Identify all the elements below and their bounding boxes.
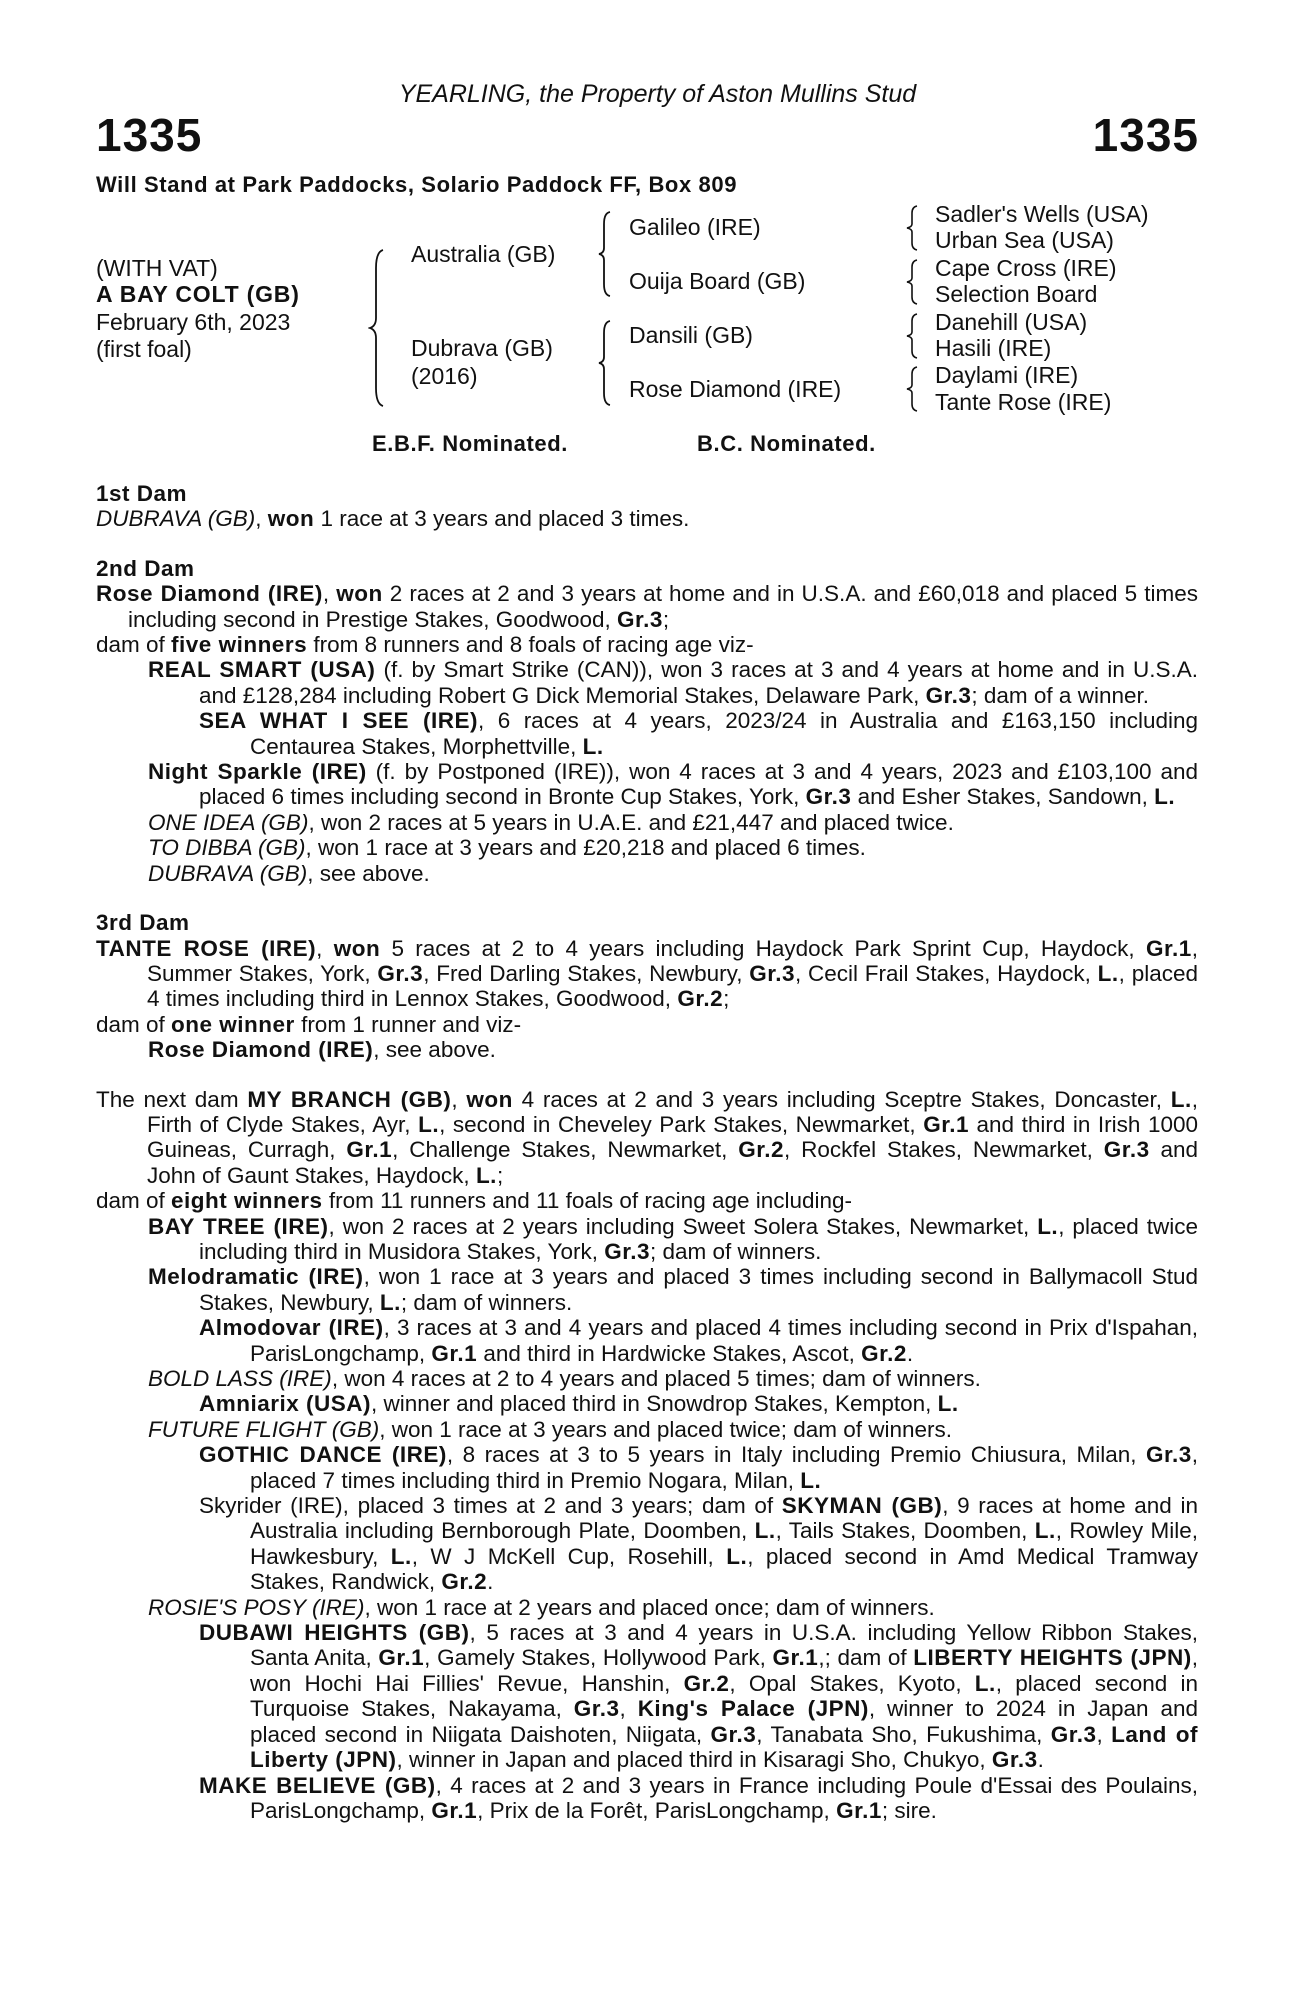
bold-text: L. — [937, 1391, 959, 1417]
bold-text: one winner — [171, 1011, 295, 1037]
bold-text: Gr.2 — [683, 1670, 730, 1696]
bold-text: REAL SMART (USA) — [148, 657, 376, 683]
italic-text: DUBRAVA (GB) — [96, 506, 256, 532]
bold-text: Gr.2 — [677, 986, 724, 1012]
text: from 1 runner and viz- — [294, 1011, 522, 1037]
pedigree-entry — [96, 1214, 1198, 1265]
bold-text: Gr.3 — [1145, 1442, 1192, 1468]
text: 4 races at 2 and 3 years including Sceptre Stakes, Doncaster, — [512, 1086, 1171, 1112]
text: , 3 races at 3 and 4 years and placed 4 times including second in Prix d'Ispahan, ParisLongchamp, — [250, 1315, 1199, 1366]
bold-text: L. — [1037, 1213, 1059, 1239]
text: , — [1096, 1721, 1112, 1747]
catalogue-header: YEARLING, the Property of Aston Mullins Stud — [398, 80, 917, 108]
text: , second in Cheveley Park Stakes, Newmarket, — [439, 1111, 924, 1137]
italic-text: BOLD LASS (IRE) — [148, 1366, 332, 1391]
pedigree-entry — [96, 1417, 1198, 1442]
bold-text: Gr.1 — [431, 1340, 478, 1366]
italic-text: TO DIBBA (GB) — [148, 835, 306, 861]
pedigree-entry — [96, 835, 1198, 860]
bold-text: L. — [475, 1162, 497, 1188]
text: from 8 runners and 8 foals of racing age viz- — [307, 632, 754, 658]
pedigree-gen3-name: Urban Sea (USA) — [935, 227, 1114, 253]
bold-text: L. — [1170, 1086, 1192, 1112]
text: , — [255, 506, 268, 532]
bold-text: Gr.3 — [991, 1747, 1038, 1773]
bold-text: Melodramatic (IRE) — [148, 1264, 364, 1290]
text: , Rowley Mile, Hawkesbury, — [250, 1518, 1198, 1569]
pedigree-gen3-name: Sadler's Wells (USA) — [935, 201, 1149, 227]
text: , placed second in Amd Medical Tramway Stakes, Randwick, — [250, 1543, 1198, 1595]
text: , won 2 races at 2 years including Sweet Solera Stakes, Newmarket, — [328, 1213, 1038, 1239]
pedigree-entry — [96, 936, 1198, 1012]
bold-text: Gr.2 — [441, 1569, 488, 1595]
pedigree-entry — [96, 1442, 1198, 1493]
sire-sire: Galileo (IRE) — [629, 214, 761, 240]
text: dam of — [96, 1188, 172, 1214]
italic-text: FUTURE FLIGHT (GB) — [148, 1416, 380, 1442]
foaling-date: February 6th, 2023 — [96, 309, 291, 335]
text: , Tanabata Sho, Fukushima, — [756, 1721, 1051, 1747]
bold-text: Gr.1 — [836, 1797, 882, 1823]
text: and Esher Stakes, Sandown, — [851, 784, 1155, 810]
ebf-nomination: E.B.F. Nominated. — [372, 431, 568, 456]
text: , Cecil Frail Stakes, Haydock, — [795, 960, 1098, 986]
bold-text: Gr.3 — [377, 960, 424, 986]
pedigree-brace-small — [905, 366, 919, 412]
bold-text: MAKE BELIEVE (GB) — [199, 1772, 436, 1798]
bold-text: Gr.1 — [346, 1137, 393, 1163]
pedigree-brace-main — [368, 248, 388, 408]
text: from 11 runners and 11 foals of racing age including- — [322, 1188, 853, 1214]
bold-text: Gr.1 — [378, 1645, 425, 1671]
bold-text: Gr.3 — [749, 960, 795, 986]
bold-text: L. — [800, 1467, 822, 1493]
text: , see above. — [373, 1037, 496, 1063]
bold-text: L. — [582, 733, 604, 759]
text: dam of — [96, 632, 172, 658]
bold-text: L. — [754, 1518, 776, 1544]
pedigree-entry — [96, 1366, 1198, 1391]
text: and John of Gaunt Stakes, Haydock, — [147, 1137, 1198, 1188]
text: , see above. — [307, 860, 430, 886]
bold-text: Gr.1 — [1145, 935, 1192, 961]
text: Skyrider (IRE), placed 3 times at 2 and 3 years; dam of — [199, 1493, 782, 1519]
text: , — [322, 581, 337, 607]
bold-text: King's Palace (JPN) — [637, 1696, 869, 1722]
text: 1 race at 3 years and placed 3 times. — [314, 506, 690, 532]
bc-nomination: B.C. Nominated. — [697, 431, 876, 456]
bold-text: Gr.3 — [573, 1696, 620, 1722]
text: (f. by Postponed (IRE)), won 4 races at 3 and 4 years, 2023 and £103,100 and placed 6 times including second in Bronte Cup Stakes, York, — [199, 759, 1199, 810]
text: ; sire. — [881, 1797, 937, 1823]
bold-text: TANTE ROSE (IRE) — [96, 935, 317, 961]
text: The next dam — [96, 1086, 248, 1112]
pedigree-entry — [96, 810, 1198, 835]
bold-text: Gr.3 — [1103, 1137, 1150, 1163]
text: , — [451, 1086, 467, 1112]
text: , Rockfel Stakes, Newmarket, — [784, 1137, 1104, 1163]
text: ; — [662, 606, 670, 632]
text: , Challenge Stakes, Newmarket, — [392, 1137, 739, 1163]
text: , won 1 race at 3 years and placed twice; dam of winners. — [379, 1416, 953, 1442]
sire: Australia (GB) — [411, 241, 556, 267]
text: , won Hochi Hai Fillies' Revue, Hanshin, — [250, 1645, 1198, 1696]
pedigree-gen3-name: Daylami (IRE) — [935, 362, 1079, 388]
bold-text: MY BRANCH (GB) — [247, 1086, 452, 1112]
italic-text: DUBRAVA (GB) — [148, 860, 308, 886]
bold-text: Night Sparkle (IRE) — [148, 759, 367, 785]
text: , winner and placed third in Snowdrop Stakes, Kempton, — [371, 1391, 938, 1417]
text: , W J McKell Cup, Rosehill, — [411, 1543, 727, 1569]
dam-year: (2016) — [411, 363, 478, 389]
bold-text: SKYMAN (GB) — [781, 1493, 943, 1519]
lot-number-right: 1335 — [1092, 109, 1199, 161]
bold-text: L. — [1034, 1518, 1056, 1544]
text: . — [487, 1569, 494, 1595]
text: . — [1037, 1747, 1044, 1773]
text: and third in Hardwicke Stakes, Ascot, — [477, 1340, 862, 1366]
pedigree-gen3-name: Tante Rose (IRE) — [935, 389, 1112, 415]
bold-text: L. — [379, 1289, 401, 1315]
pedigree-brace-small — [905, 313, 919, 359]
bold-text: Gr.3 — [805, 784, 852, 810]
text: , won 2 races at 5 years in U.A.E. and £21,447 and placed twice. — [308, 809, 954, 835]
pedigree-entry — [96, 861, 1198, 886]
text: (f. by Smart Strike (CAN)), won 3 races at 3 and 4 years at home and in U.S.A. and £128,284 including Robert G Dick Memorial Stakes, Delaware Park, — [199, 657, 1199, 708]
bold-text: SEA WHAT I SEE (IRE) — [199, 708, 478, 734]
text: 2 races at 2 and 3 years at home and in U.S.A. and £60,018 and placed 5 times including second in Prestige Stakes, Goodwood, — [128, 581, 1198, 632]
bold-text: L. — [726, 1543, 748, 1569]
text: . — [906, 1340, 914, 1366]
bold-text: Land of Liberty (JPN) — [250, 1721, 1198, 1773]
pedigree-entry — [96, 632, 1198, 657]
pedigree-entry — [96, 1037, 1198, 1062]
text: , winner in Japan and placed third in Kisaragi Sho, Chukyo, — [396, 1747, 992, 1773]
bold-text: DUBAWI HEIGHTS (GB) — [199, 1620, 470, 1646]
text: , — [316, 935, 334, 961]
text: , won 4 races at 2 to 4 years and placed 5 times; dam of winners. — [331, 1366, 981, 1391]
catalogue-body — [96, 481, 1198, 1823]
text: , Opal Stakes, Kyoto, — [729, 1670, 975, 1696]
pedigree-entry — [96, 1012, 1198, 1037]
foal-note: (first foal) — [96, 336, 192, 362]
text: , placed twice including third in Musidora Stakes, York, — [199, 1213, 1198, 1264]
bold-text: won — [466, 1086, 513, 1112]
pedigree-entry — [96, 581, 1198, 632]
pedigree-entry — [96, 1391, 1198, 1416]
text: , won 1 race at 3 years and placed 3 times including second in Ballymacoll Stud Stakes, Newbury, — [199, 1264, 1198, 1315]
pedigree-gen3-name: Danehill (USA) — [935, 309, 1088, 335]
bold-text: GOTHIC DANCE (IRE) — [199, 1442, 447, 1468]
bold-text: Gr.3 — [604, 1238, 651, 1264]
pedigree-entry — [96, 1773, 1198, 1824]
vat-note: (WITH VAT) — [96, 255, 218, 281]
stand-location: Will Stand at Park Paddocks, Solario Paddock FF, Box 809 — [96, 172, 738, 197]
bold-text: eight winners — [171, 1188, 323, 1214]
pedigree-gen3-name: Hasili (IRE) — [935, 335, 1052, 361]
text: , 9 races at home and in Australia including Bernborough Plate, Doomben, — [250, 1493, 1198, 1544]
text: 5 races at 2 to 4 years including Haydock Park Sprint Cup, Haydock, — [380, 935, 1146, 961]
pedigree-brace-small — [905, 259, 919, 305]
pedigree-brace-small — [905, 205, 919, 251]
bold-text: L. — [1154, 784, 1176, 810]
text: , won 1 race at 2 years and placed once; dam of winners. — [364, 1594, 935, 1620]
text: ; dam of winners. — [650, 1238, 822, 1264]
pedigree-entry — [96, 1264, 1198, 1315]
bold-text: won — [333, 935, 381, 961]
text: , 5 races at 3 and 4 years in U.S.A. including Yellow Ribbon Stakes, Santa Anita, — [250, 1620, 1198, 1671]
bold-text: Gr.3 — [710, 1721, 757, 1747]
bold-text: BAY TREE (IRE) — [148, 1213, 329, 1239]
text: , placed 4 times including third in Lennox Stakes, Goodwood, — [147, 960, 1198, 1012]
text: , 6 races at 4 years, 2023/24 in Australia and £163,150 including Centaurea Stakes, Morphettville, — [250, 708, 1198, 759]
pedigree-gen3-name: Selection Board — [935, 281, 1098, 307]
section-heading: 3rd Dam — [96, 910, 190, 936]
bold-text: L. — [974, 1670, 996, 1696]
text: ; dam of winners. — [400, 1289, 573, 1315]
bold-text: Gr.1 — [923, 1111, 969, 1137]
text: , Tails Stakes, Doomben, — [775, 1518, 1035, 1544]
bold-text: Almodovar (IRE) — [199, 1315, 384, 1341]
bold-text: Gr.3 — [1050, 1721, 1097, 1747]
text: , Firth of Clyde Stakes, Ayr, — [147, 1086, 1198, 1137]
text: , winner to 2024 in Japan and placed second in Niigata Daishoten, Niigata, — [250, 1696, 1198, 1747]
text: ; — [496, 1162, 504, 1188]
pedigree-entry — [96, 1595, 1198, 1620]
pedigree-entry — [96, 1188, 1198, 1213]
pedigree-entry — [96, 1315, 1198, 1366]
bold-text: Gr.2 — [738, 1137, 784, 1163]
bold-text: Gr.1 — [772, 1645, 819, 1671]
pedigree-entry — [96, 1087, 1198, 1189]
text: , Gamely Stakes, Hollywood Park, — [424, 1645, 773, 1671]
bold-text: Rose Diamond (IRE) — [148, 1037, 374, 1063]
bold-text: won — [267, 506, 315, 532]
text: ; — [723, 986, 730, 1012]
section-heading: 1st Dam — [96, 481, 188, 506]
pedigree-brace-sire — [597, 210, 613, 298]
bold-text: L. — [390, 1543, 412, 1569]
bold-text: won — [336, 581, 383, 607]
text: , placed 7 times including third in Premio Nogara, Milan, — [250, 1442, 1198, 1493]
text: , won 1 race at 3 years and £20,218 and placed 6 times. — [305, 835, 866, 861]
pedigree-entry — [96, 657, 1198, 708]
pedigree-entry — [96, 759, 1198, 810]
text: , — [619, 1696, 638, 1722]
pedigree-brace-dam — [597, 319, 613, 407]
text: , Fred Darling Stakes, Newbury, — [423, 960, 750, 986]
dam: Dubrava (GB) — [411, 335, 553, 361]
bold-text: Gr.3 — [617, 606, 663, 632]
dam-dam: Rose Diamond (IRE) — [629, 376, 842, 402]
pedigree-gen3-name: Cape Cross (IRE) — [935, 255, 1117, 281]
bold-text: Gr.1 — [431, 1797, 478, 1823]
section-heading: 2nd Dam — [96, 555, 195, 581]
pedigree-entry — [96, 1493, 1198, 1595]
lot-number-left: 1335 — [96, 109, 203, 161]
bold-text: Gr.2 — [861, 1340, 907, 1366]
bold-text: L. — [418, 1111, 440, 1137]
text: , 4 races at 2 and 3 years in France including Poule d'Essai des Poulains, ParisLongchamp, — [250, 1772, 1198, 1823]
bold-text: LIBERTY HEIGHTS (JPN) — [913, 1645, 1192, 1671]
text: , placed second in Turquoise Stakes, Nakayama, — [250, 1670, 1199, 1722]
italic-text: ONE IDEA (GB) — [148, 809, 309, 835]
pedigree-entry — [96, 1620, 1198, 1772]
text: dam of — [96, 1011, 172, 1037]
text: and third in Irish 1000 Guineas, Curragh, — [147, 1111, 1199, 1163]
sire-dam: Ouija Board (GB) — [629, 268, 806, 294]
pedigree-entry — [96, 506, 1198, 531]
pedigree-entry — [96, 708, 1198, 759]
bold-text: Rose Diamond (IRE) — [96, 581, 323, 607]
bold-text: Gr.3 — [925, 682, 972, 708]
dam-sire: Dansili (GB) — [629, 322, 753, 348]
bold-text: Amniarix (USA) — [199, 1391, 372, 1417]
text: ; dam of a winner. — [971, 682, 1149, 708]
text: , 8 races at 3 to 5 years in Italy including Premio Chiusura, Milan, — [446, 1442, 1146, 1468]
horse-name: A BAY COLT (GB) — [96, 281, 300, 307]
text: , Prix de la Forêt, ParisLongchamp, — [477, 1797, 837, 1823]
bold-text: five winners — [171, 632, 308, 658]
bold-text: L. — [1097, 960, 1119, 986]
italic-text: ROSIE'S POSY (IRE) — [148, 1594, 365, 1620]
text: , Summer Stakes, York, — [147, 935, 1198, 986]
text: ,; dam of — [818, 1645, 914, 1671]
